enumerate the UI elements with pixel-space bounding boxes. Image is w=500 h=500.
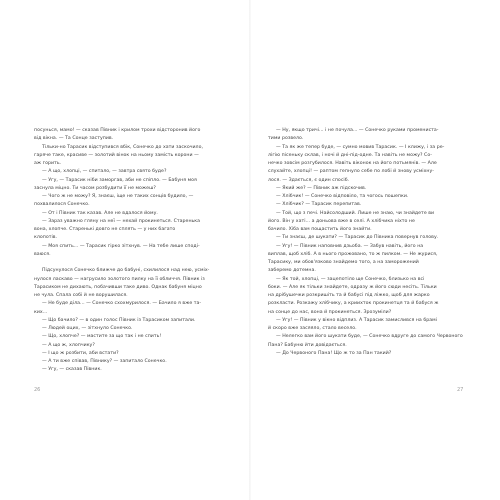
text-line: — Що бачило? — в один голос Півник із Тарасиком запитали. — [42, 317, 196, 323]
text-line: на сонце до нас, вона й прокинеться. Зрозуміли? — [268, 309, 392, 315]
text-line: — Угу! — Півник наповнив дзьоба. — Забув навіть, його на — [276, 243, 424, 249]
text-line: — А що ж, хлопчику? — [42, 342, 95, 348]
text-line: заснула міцно. Ти часом розбудити її не можеш? — [34, 185, 156, 191]
text-line: — А що, хлопці, — спитало, — завтра свято буде? — [42, 169, 167, 175]
right-page-number: 27 — [457, 387, 464, 393]
text-line: — Зараз уважно гляну на неї — нехай прокинеться. Старенька — [42, 218, 201, 224]
text-line: його. Він у хаті... а доньова вже в селі. А хлібчика ніхто не — [268, 218, 415, 224]
text-line: Тільки-но Тарасик відступився вбік, Сонечко до хати заскочило, — [42, 144, 203, 150]
text-line: — Ну, якщо тричі... і не почула... — Сонечко руками промениста- — [276, 128, 439, 133]
text-line: від вікна. — Та Сонце заступив. — [34, 136, 114, 142]
text-line: лігію пісеньку склав, і ночі й дні-під-одне. Та навіть не можу? Со- — [268, 152, 432, 158]
text-line: гаряче таке, красиве — золотий вінок на ньому замість корони — — [34, 152, 199, 158]
text-line: бачило. Хіба вам пощастить його знайти. — [268, 227, 372, 232]
text-line: боки. — Але як тільки знайдете, одразу ж його сюди несіть. Тільки — [268, 284, 437, 290]
text-line: клопотів. — [34, 235, 58, 241]
text-line: — Хлібчик? — Тарасик перепитав. — [276, 202, 362, 208]
text-line: — Ти знаєш, де шукати? — Тарасик до Півника повернув голову. — [276, 235, 439, 241]
left-page-text — [34, 127, 232, 375]
text-line: не чула. Спала собі й не ворушилася. — [34, 293, 128, 298]
text-line: — Хлібчик! — Сонечко відповіло, та чогось пошепки. — [276, 194, 409, 199]
text-line: й скоро вже засяяло, стало весело. — [268, 326, 357, 331]
right-page-text — [268, 127, 468, 358]
text-line: — От і Півник так казав. Але не вдалося йому. — [42, 210, 158, 216]
text-line — [34, 259, 232, 267]
text-line: вона, хлопче. Старенькі довго не сплять — у них багато — [34, 227, 176, 232]
text-line: — Який же? — Півник аж підскочив. — [276, 185, 367, 191]
text-line: Тарасиком не дихають, побачивши таке диво. Однак бабуня міцно — [34, 284, 202, 290]
text-line: на дрібушечки розкришіть та й бабусі під ліжко, щоб для жарко — [268, 293, 430, 298]
text-line: — Моя спить... — Тарасик гірко зітхнув. — На тебе лише споді- — [42, 243, 200, 249]
text-line: — А ти вже співав, Півнику? — запитало Сонечко. — [42, 359, 167, 364]
text-line: нулося ласкаво — нагрусило золотого пилку на її обличчя. Півник із — [34, 276, 205, 282]
text-line: похвалилося Сонечко. — [34, 202, 90, 208]
text-line: Тарасику, ми обов'язково знайдемо того, а на заморожений — [268, 260, 419, 265]
text-line: аж горить. — [34, 161, 62, 166]
text-line: — Що, хлопче? — мастите за що так і не спить! — [42, 334, 162, 340]
text-line: — Угу, — Тарасик ніби заморгав, аби не спіпло. — Бабуня моя — [42, 177, 197, 183]
text-line: заберемо дотемна. — [268, 268, 316, 274]
text-line: — Той, що з печі. Найсолодший. Лише не знаю, чи знайдете ви — [276, 210, 435, 216]
text-line: — Людей оцих, — зітхнуло Сонечко. — [42, 326, 133, 331]
text-line: ваюся. — [34, 251, 51, 257]
text-line: — Не буде діла... — Сонечко схохмурилося. — Бачило я вже та- — [42, 301, 202, 307]
text-line: виплав, щоб хліб. А в нього прожовано, то ж пилком. — Не журися, — [268, 251, 438, 257]
right-page — [250, 0, 500, 500]
text-line: Підсунулося Сонечко ближче до бабуні, схилилося над нею, усміх- — [42, 268, 210, 274]
text-line: слухайте, хлопці! — раптом гепнуло себе по лобі й знову усміхну- — [268, 169, 434, 175]
text-line: — Нелегко вам його шукати буде, — Сонечко вдруге до самого Червоного — [276, 334, 463, 340]
text-line: тими розвело. — [268, 136, 304, 142]
text-line: розкласти. Розкажу хлібчику, а криихток прокинетця та й бабуся ж — [268, 301, 439, 307]
left-page-number: 26 — [34, 387, 41, 393]
text-line: — Чого ж не можу? Я, знаєш, іще не таких сонців будило, — — [42, 194, 194, 199]
text-line: лося. — Здається, є один спосіб. — [268, 177, 350, 183]
text-line: — До Червоного Пана! Що ж то за Пан такий? — [276, 350, 392, 356]
text-line: — І що ж розбити, аби встати? — [42, 350, 119, 356]
text-line: — Угу! — Півник у вікно відплиз. А Тарасик замислився на брамі — [276, 317, 437, 323]
text-line: — Угу, — сказав Півник. — [42, 367, 102, 373]
text-line: посунься, мамо! — сказав Півник і крилом трохи відсторонив його — [34, 128, 201, 133]
text-line: Пана? Бабуню йти довідається. — [268, 342, 347, 348]
text-line: ких... — [34, 309, 48, 315]
text-line: нечко зовсім розгубилося. Навіть віконок на його потьмянів. — Але — [268, 161, 437, 166]
text-line: — Як той, хлопці, — зацепотіло ще Сонечко, близько на всі — [276, 276, 425, 282]
text-line: — Та як же тепер буде, — сумно мовив Тарасик. — І клижу, і за ре- — [276, 144, 445, 150]
